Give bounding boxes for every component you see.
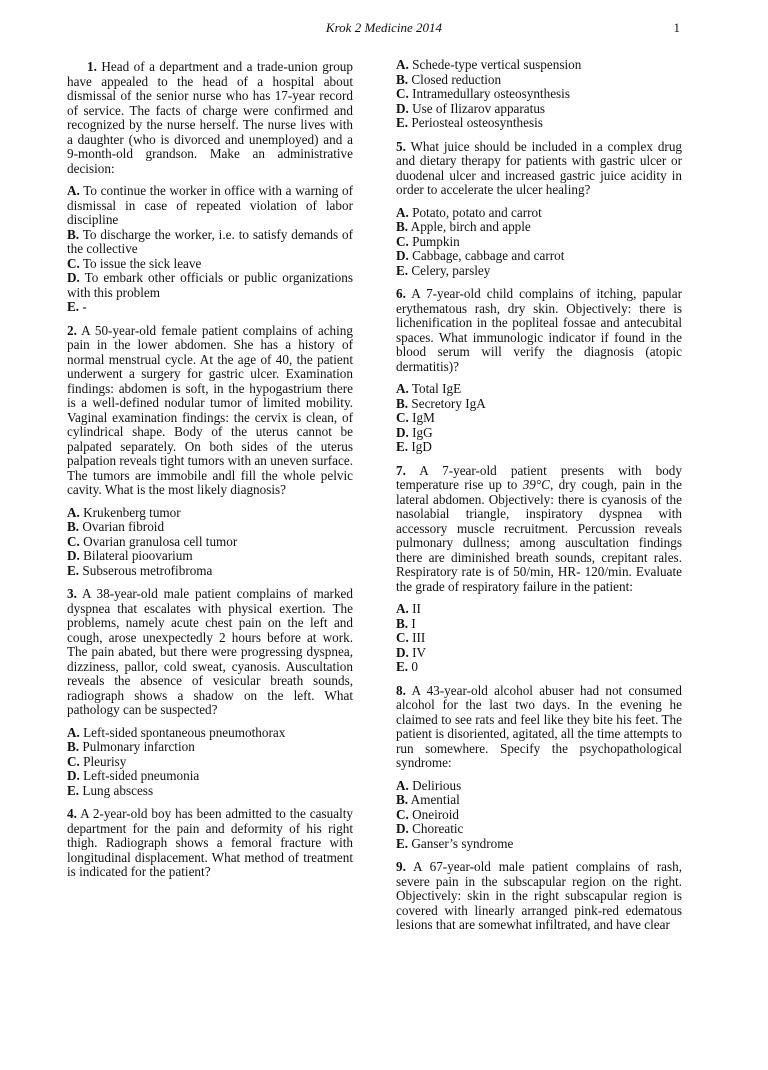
question-9 [396,860,682,933]
question-8 [396,684,682,852]
option: C. To issue the sick leave [67,255,202,271]
option: D. Bilateral pioovarium [67,548,193,563]
options-list [396,602,682,675]
page-number: 1 [673,20,680,35]
options-list [67,506,353,579]
question-number: 3. [67,586,77,601]
option: D. Choreatic [396,821,464,836]
question-2 [67,324,353,579]
option: E. Ganser’s syndrome [396,835,514,851]
option: D. Cabbage, cabbage and carrot [396,248,565,263]
header-title: Krok 2 Medicine 2014 [325,20,443,35]
option: B. I [396,615,416,631]
question-number: 6. [396,286,406,301]
option: A. Schede-type vertical suspension [396,57,582,72]
option: A. To continue the worker in office with a warning of dismissal in case of repeated violation of labor discipline [67,183,354,227]
question-number: 4. [67,806,77,821]
options-list [396,779,682,852]
question-text: 1. Head of a department and a trade-union group have appealed to the head of a hospital about dismissal of the senior nurse who has 17-year record of service. The facts of charge were confirmed and recognized by the nurse herself. The nurse lives with a daughter (who is divorced and unemployed) and a 9-month-old grandson. Make an administrative decision: [67,59,353,176]
options-list [396,382,682,455]
question-5 [396,140,682,279]
option: C. Intramedullary osteosynthesis [396,86,570,101]
option: E. 0 [396,659,418,674]
page-header [0,20,768,40]
option: E. Celery, parsley [396,262,491,278]
question-number: 9. [396,859,406,874]
temperature-value: 39°C [522,477,550,492]
option: B. Closed reduction [396,71,502,87]
option: D. Use of Ilizarov apparatus [396,100,546,116]
option: B. Secretory IgA [396,395,486,411]
option: C. Ovarian granulosa cell tumor [67,533,238,549]
option: E. IgD [396,439,432,454]
question-4 [67,807,353,880]
question-number: 1. [87,59,97,74]
option: D. Left-sided pneumonia [67,768,200,783]
option: C. III [396,630,426,645]
question-text: 6. A 7-year-old child complains of itching, papular erythematous rash, dry skin. Objectively: there is lichenification in the popliteal fossae and antecubital spaces. What immunologic indicator if found in the blood serum will verify the diagnosis (atopic dermatitis)? [396,286,682,374]
question-number: 5. [396,138,406,154]
question-7 [396,464,682,675]
option: C. Pumpkin [396,233,460,249]
option: A. II [396,601,421,616]
option: A. Potato, potato and carrot [396,204,542,220]
question-3 [67,587,353,798]
options-list [67,726,353,799]
left-column [67,60,353,888]
option: C. Pleurisy [67,753,127,769]
question-number: 2. [67,322,77,338]
option: B. Amential [396,792,460,807]
options-list [67,184,353,315]
option: A. Left-sided spontaneous pneumothorax [67,724,286,740]
option: B. Apple, birch and apple [396,219,531,234]
option: A. Delirious [396,777,462,793]
option: E. - [67,299,87,314]
option: A. Krukenberg tumor [67,504,181,520]
question-text: 5. What juice should be included in a complex drug and dietary therapy for patients with gastric ulcer or duodenal ulcer and increased gastric juice acidity in order to accelerate the ulcer healing? [396,138,683,197]
option: D. IgG [396,424,433,440]
option: B. To discharge the worker, i.e. to satisfy demands of the collective [67,226,354,256]
option: B. Ovarian fibroid [67,519,165,534]
option: E. Subserous metrofibroma [67,562,213,578]
question-4-options [396,58,682,131]
option: D. IV [396,644,427,660]
option: C. Oneiroid [396,806,460,822]
question-1 [67,60,353,315]
question-text: 2. A 50-year-old female patient complains of aching pain in the lower abdomen. She has a history of normal menstrual cycle. At the age of 40, the patient underwent a surgery for gastric ulcer. Examination findings: abdomen is soft, in the hypogastrium there is a well-defined nodular tumor of limited mobility. Vaginal examination findings: the cervix is clean, of cylindrical shape. Body of the uterus cannot be palpated separately. On both sides of the uterus palpation reveals tight tumors with an uneven surface. The tumors are immobile andl fill the whole pelvic cavity. What is the most likely diagnosis? [67,322,353,497]
options-list [396,206,682,279]
question-number: 7. [396,462,406,478]
option: A. Total IgE [396,381,462,396]
question-text: 8. A 43-year-old alcohol abuser had not consumed alcohol for the last two days. In the evening he claimed to see rats and feel like they bite his feet. The patient is disoriented, agitated, all the time attempts to run somewhere. Specify the psychopathological syndrome: [396,682,682,770]
question-text: 7. A 7-year-old patient presents with body temperature rise up to 39°C, dry cough, pain in the lateral abdomen. Objectively: there is cyanosis of the nasolabial triangle, inspiratory dyspnea with accessory muscle recruitment. Percussion reveals pulmonary dullness; among auscultation findings there are diminished breath sounds, crepitant rales. Respiratory rate is of 50/min, HR- 120/min. Evaluate the grade of respiratory failure in the patient: [396,462,682,594]
option: C. IgM [396,410,435,425]
question-number: 8. [396,682,406,698]
question-6 [396,287,682,455]
right-column [396,58,682,941]
question-text: 9. A 67-year-old male patient complains of rash, severe pain in the subscapular region on the right. Objectively: skin in the right subscapular region is covered with linearly arranged pink-red edematous lesions that are somewhat infiltrated, and have clear [396,859,682,932]
option: E. Periosteal osteosynthesis [396,115,543,130]
option: B. Pulmonary infarction [67,739,195,754]
question-text: 3. A 38-year-old male patient complains of marked dyspnea that escalates with physical exertion. The problems, namely acute chest pain on the left and cough, arose unexpectedly 2 hours before at work. The pain abated, but there were progressing dyspnea, dizziness, pallor, cold sweat, cyanosis. Auscultation reveals the absence of vesicular breath sounds, radiograph shows a shadow on the left. What pathology can be suspected? [67,586,353,717]
option: D. To embark other officials or public organizations with this problem [67,270,353,300]
option: E. Lung abscess [67,782,154,798]
question-text: 4. A 2-year-old boy has been admitted to the casualty department for the pain and deformity of his right thigh. Radiograph shows a femoral fracture with longitudinal displacement. What method of treatment is indicated for the patient? [67,806,353,879]
